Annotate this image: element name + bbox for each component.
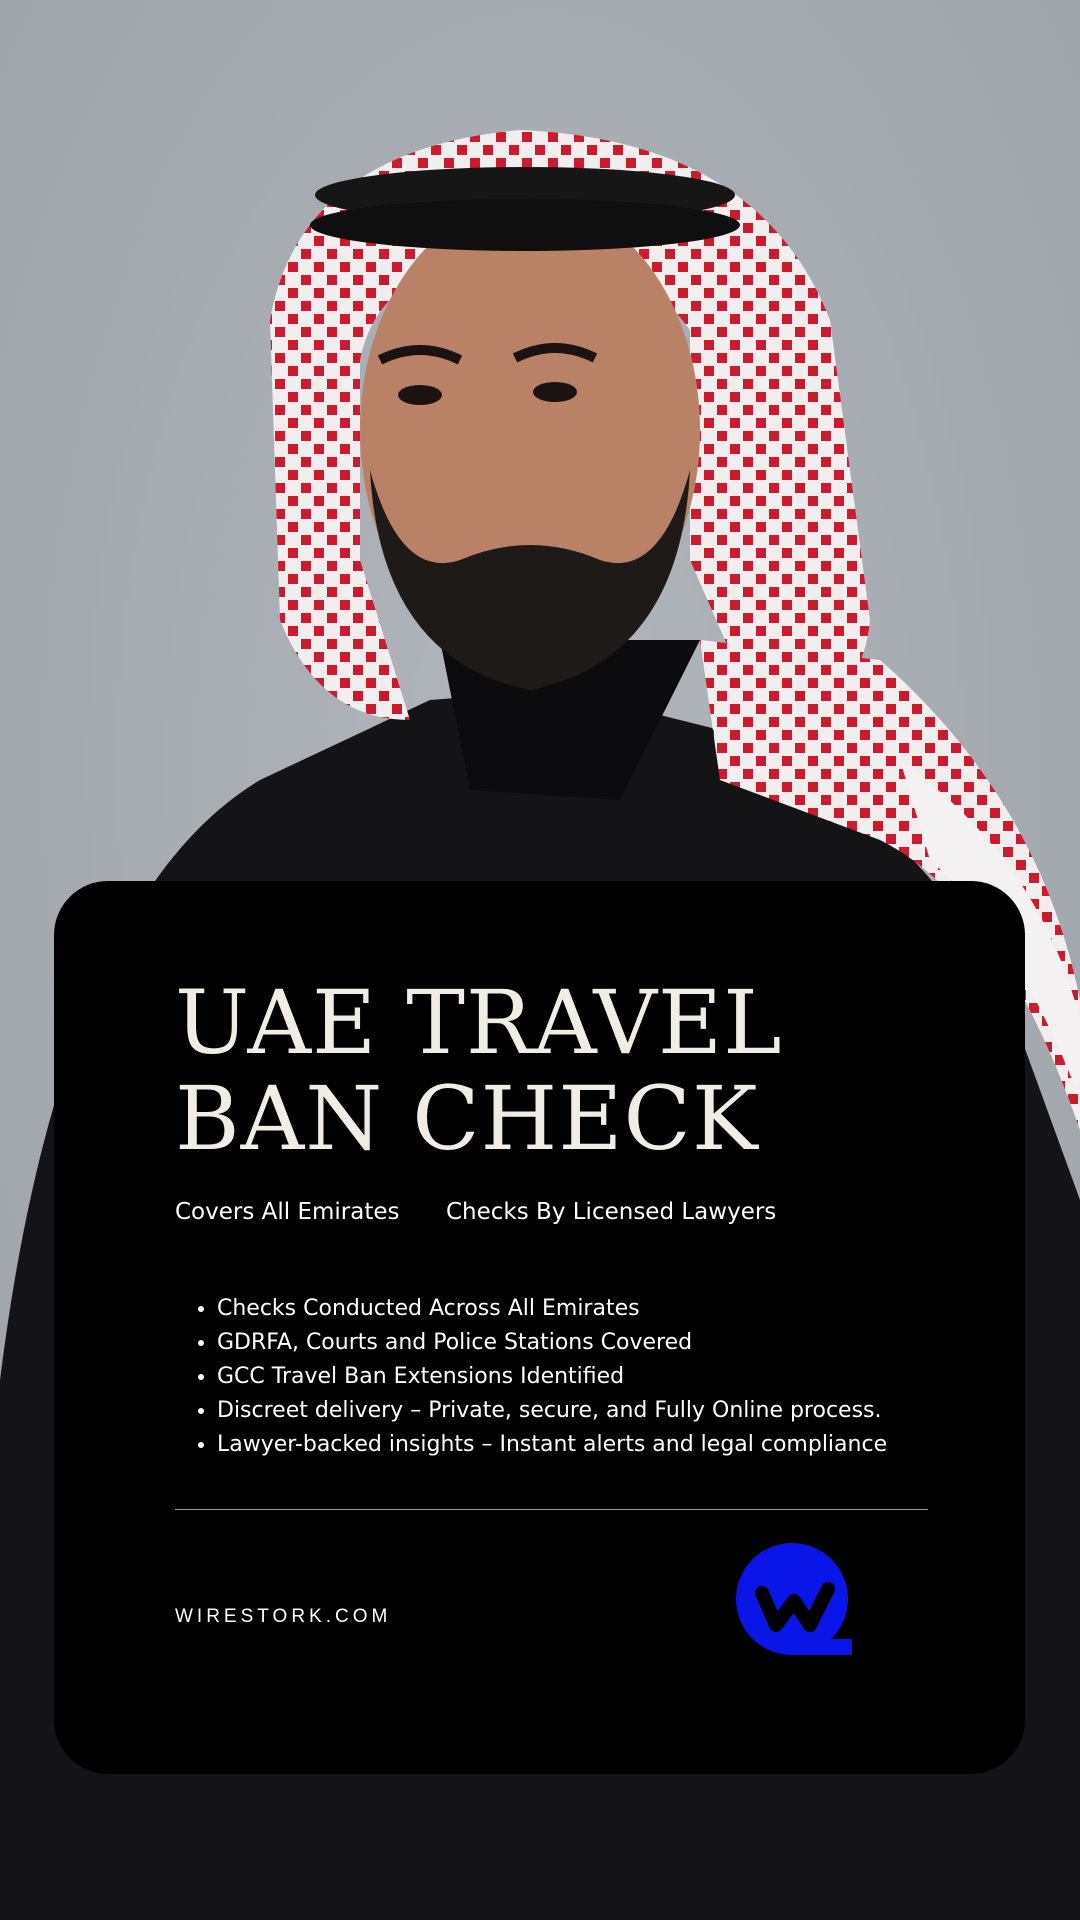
tagline-lawyers: Checks By Licensed Lawyers	[446, 1199, 777, 1225]
title-line-2: BAN CHECK	[175, 1067, 759, 1170]
title-line-1: UAE TRAVEL	[175, 971, 783, 1074]
divider	[175, 1509, 928, 1510]
info-card	[54, 881, 1025, 1774]
page-title	[175, 971, 783, 1170]
wirestork-logo-icon	[736, 1543, 856, 1663]
website-link[interactable]: WIRESTORK.COM	[175, 1606, 392, 1627]
feature-item: • Lawyer-backed insights – Instant alerts and legal compliance	[217, 1428, 887, 1462]
feature-item: • Discreet delivery – Private, secure, and Fully Online process.	[217, 1394, 887, 1428]
feature-list	[175, 1292, 887, 1462]
tagline-coverage: Covers All Emirates	[175, 1199, 400, 1225]
feature-item: • GCC Travel Ban Extensions Identified	[217, 1360, 887, 1394]
feature-item: • Checks Conducted Across All Emirates	[217, 1292, 887, 1326]
feature-item: • GDRFA, Courts and Police Stations Covered	[217, 1326, 887, 1360]
